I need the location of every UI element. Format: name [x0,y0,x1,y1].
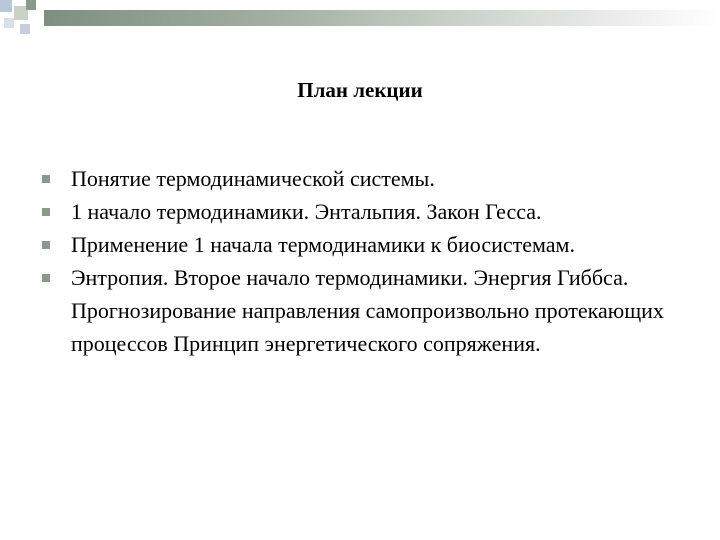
slide-title: План лекции [297,78,423,102]
list-item [42,162,702,195]
list-item [42,261,702,360]
list-item-text: Энтропия. Второе начало термодинамики. Энергия Гиббса. Прогнозирование направления самопроизвольно протекающих процессов Принцип энергетического сопряжения. [71,265,664,356]
list-item-text: Понятие термодинамической системы. [71,166,435,191]
decor-square [26,0,36,10]
decor-square [0,0,12,12]
list-item [42,228,702,261]
decor-square [20,24,30,34]
list-item-text: Применение 1 начала термодинамики к биосистемам. [71,232,575,257]
square-bullet-icon [42,208,50,216]
header-bar [44,10,720,26]
decor-square [4,18,14,28]
list-item-text: 1 начало термодинамики. Энтальпия. Закон Гесса. [71,199,542,224]
square-bullet-icon [42,241,50,249]
bullet-list [42,162,702,360]
square-bullet-icon [42,274,50,282]
square-bullet-icon [42,175,50,183]
list-item [42,195,702,228]
header-decoration [0,0,720,40]
